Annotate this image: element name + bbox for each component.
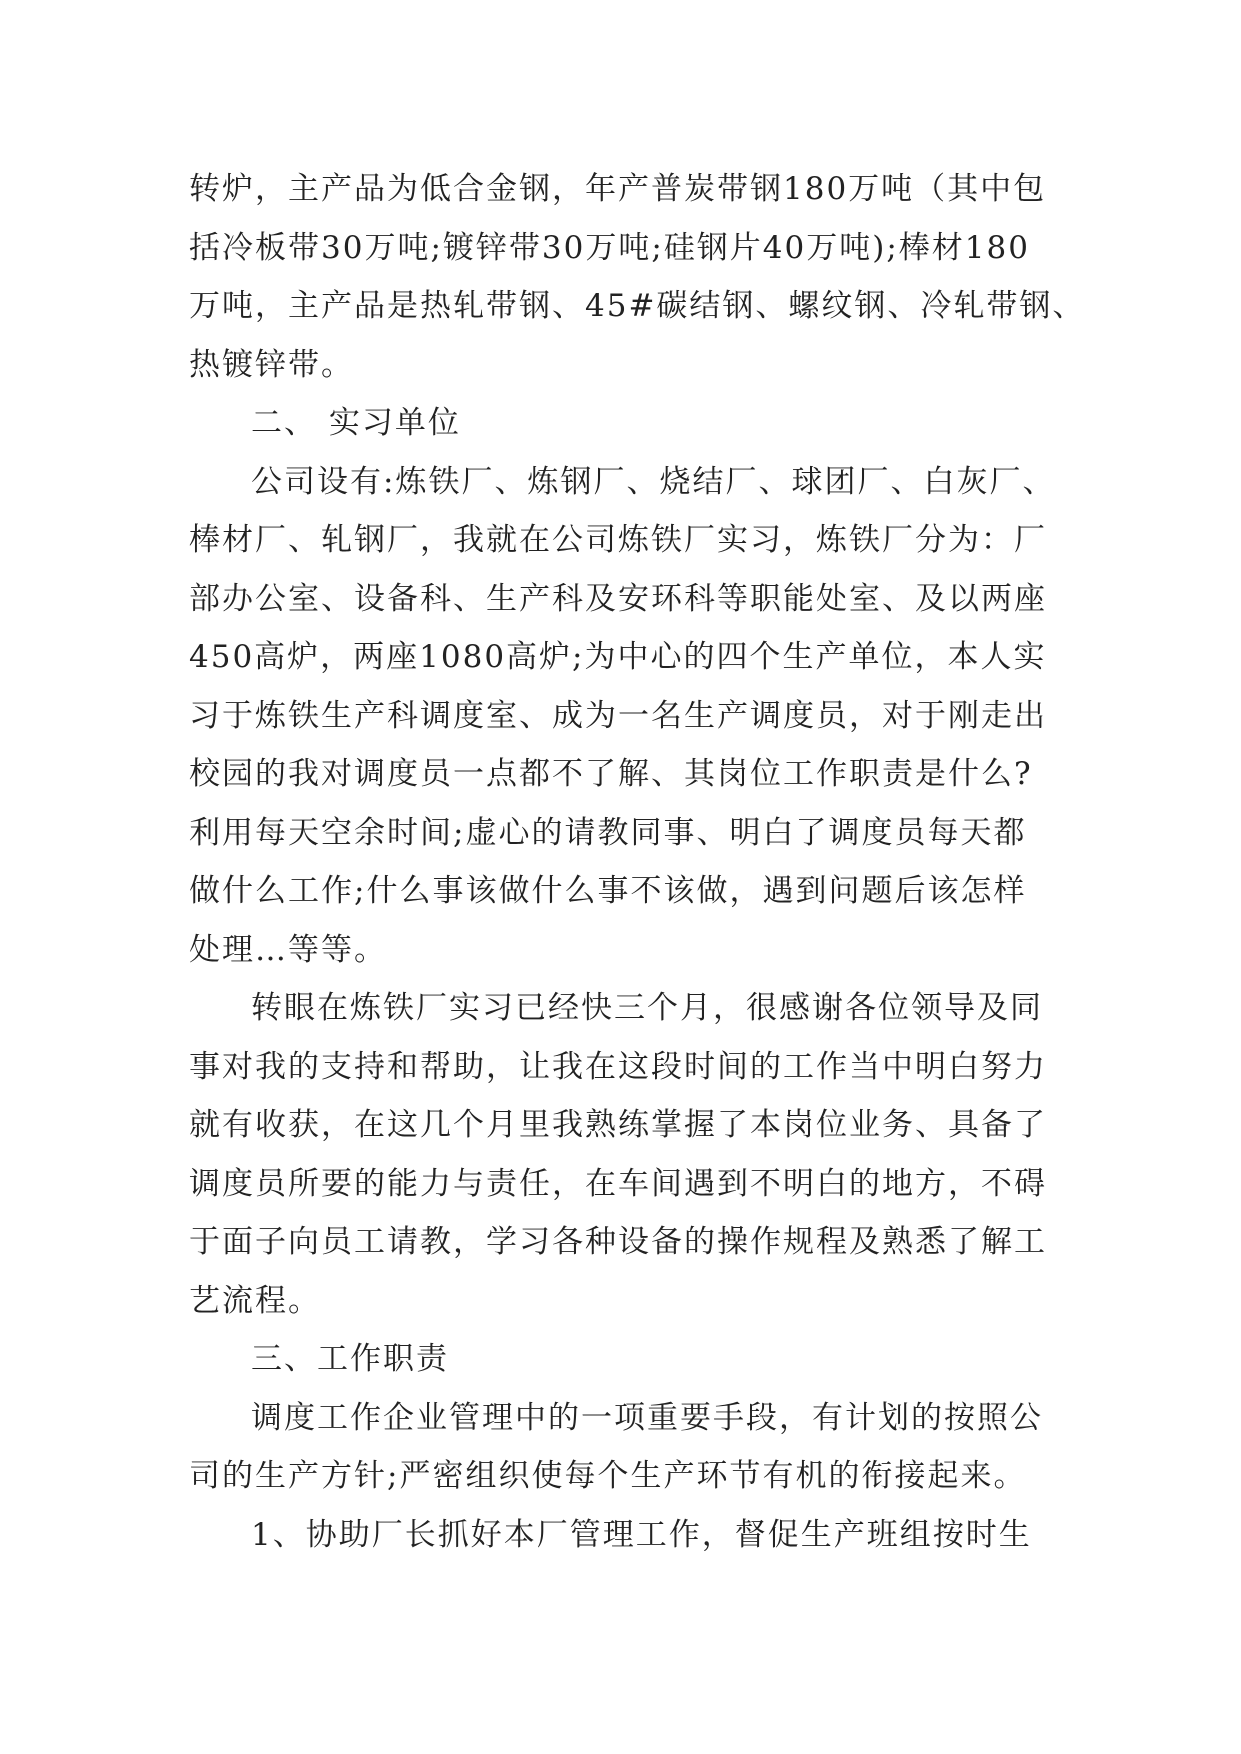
text-line: 处理…等等。 — [189, 931, 387, 968]
text-line: 万吨，主产品是热轧带钢、45#碳结钢、螺纹钢、冷轧带钢、 — [189, 288, 1086, 324]
text-line: 调度员所要的能力与责任，在车间遇到不明白的地方，不碍 — [189, 1165, 1047, 1202]
text-line: 转炉，主产品为低合金钢，年产普炭带钢180万吨（其中包 — [189, 171, 1047, 207]
text-line: 艺流程。 — [189, 1282, 321, 1319]
paragraph-start-line: 公司设有:炼铁厂、炼钢厂、烧结厂、球团厂、白灰厂、 — [251, 463, 1056, 500]
text-line: 校园的我对调度员一点都不了解、其岗位工作职责是什么? — [189, 756, 1033, 792]
paragraph-start-line: 转眼在炼铁厂实习已经快三个月，很感谢各位领导及同 — [251, 990, 1043, 1026]
text-line: 就有收获，在这几个月里我熟练掌握了本岗位业务、具备了 — [189, 1107, 1047, 1143]
section-heading: 三、工作职责 — [251, 1341, 449, 1377]
text-line: 热镀锌带。 — [189, 346, 354, 383]
document-body — [189, 160, 1086, 1564]
text-line: 450高炉，两座1080高炉;为中心的四个生产单位，本人实 — [189, 639, 1047, 675]
text-line: 棒材厂、轧钢厂，我就在公司炼铁厂实习，炼铁厂分为：厂 — [189, 522, 1047, 558]
section-heading: 二、 实习单位 — [251, 405, 461, 441]
text-line: 习于炼铁生产科调度室、成为一名生产调度员，对于刚走出 — [189, 697, 1047, 734]
text-line: 做什么工作;什么事该做什么事不该做，遇到问题后该怎样 — [189, 873, 1027, 909]
list-item-line: 1、协助厂长抓好本厂管理工作，督促生产班组按时生 — [251, 1516, 1032, 1553]
text-line: 事对我的支持和帮助，让我在这段时间的工作当中明白努力 — [189, 1048, 1047, 1085]
text-line: 部办公室、设备科、生产科及安环科等职能处室、及以两座 — [189, 580, 1047, 617]
text-line: 司的生产方针;严密组织使每个生产环节有机的衔接起来。 — [189, 1458, 1027, 1494]
text-line: 于面子向员工请教，学习各种设备的操作规程及熟悉了解工 — [189, 1224, 1047, 1260]
paragraph-start-line: 调度工作企业管理中的一项重要手段，有计划的按照公 — [251, 1399, 1043, 1436]
text-line: 利用每天空余时间;虚心的请教同事、明白了调度员每天都 — [189, 814, 1027, 851]
text-line: 括冷板带30万吨;镀锌带30万吨;硅钢片40万吨);棒材180 — [189, 229, 1030, 266]
